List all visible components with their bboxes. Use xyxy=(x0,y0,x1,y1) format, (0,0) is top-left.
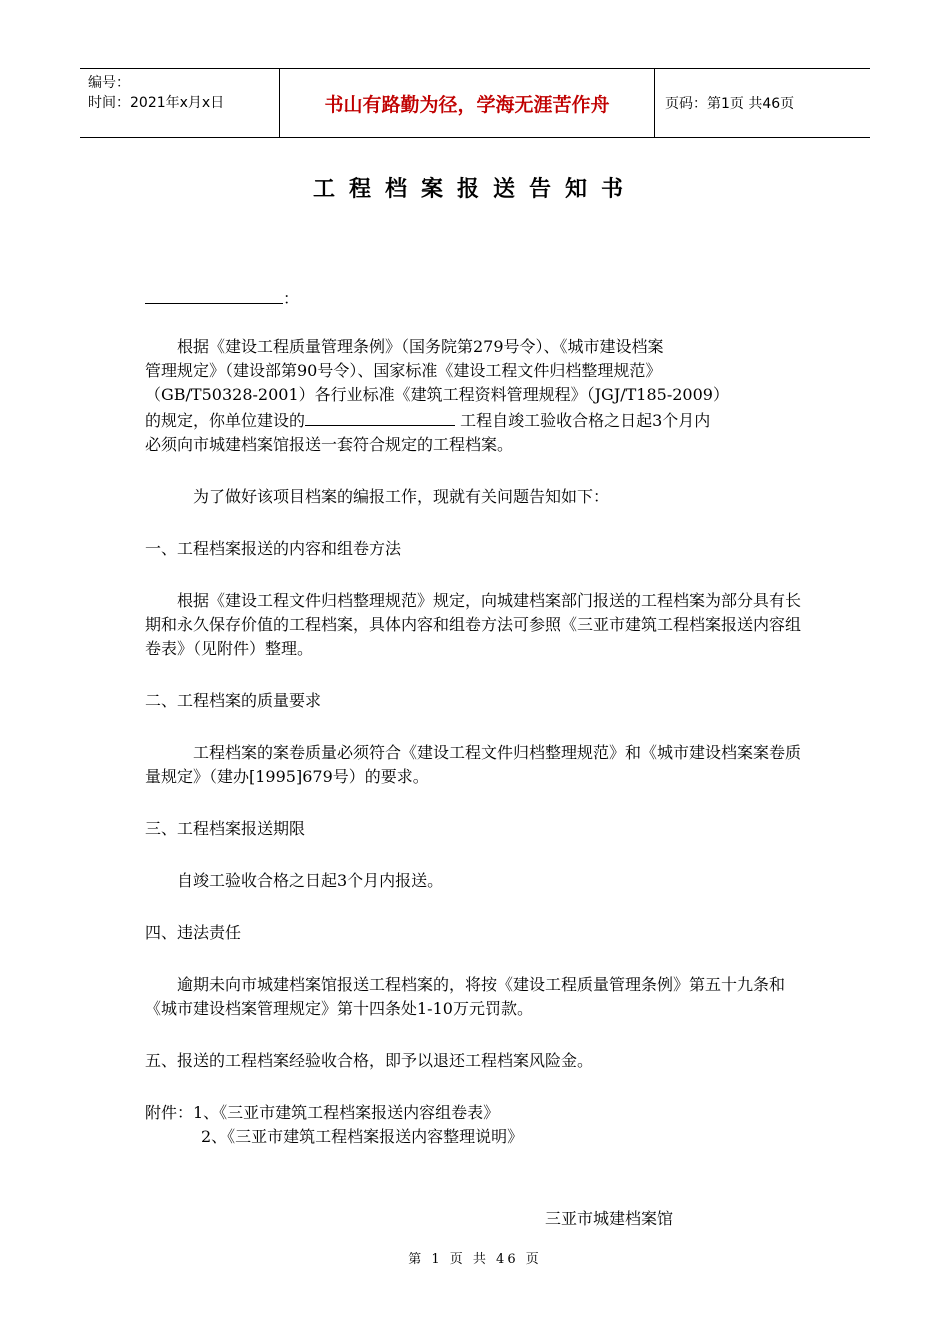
section-4-heading: 四、违法责任 xyxy=(145,923,242,942)
addressee-colon: ： xyxy=(283,289,300,308)
document-body xyxy=(145,285,810,1149)
section-4-body: 逾期未向市城建档案馆报送工程档案的，将按《建设工程质量管理条例》第五十九条和《城市建设档案管理规定》第十四条处1-10万元罚款。 xyxy=(145,975,786,1018)
attachment-line-1: 附件：1、《三亚市建筑工程档案报送内容组卷表》 xyxy=(145,1103,500,1122)
page-footer: 第 1 页 共 46 页 xyxy=(408,1252,542,1267)
header-page-info: 页码：第1页 共46页 xyxy=(665,96,795,112)
intro-line-2: 管理规定》（建设部第90号令）、国家标准《建设工程文件归档整理规范》 xyxy=(145,361,662,380)
intro-line-4 xyxy=(145,407,810,433)
header-table xyxy=(80,68,870,138)
attachment-line-2: 2、《三亚市建筑工程档案报送内容整理说明》 xyxy=(201,1127,524,1146)
intro-paragraph xyxy=(145,335,810,457)
section-1-heading: 一、工程档案报送的内容和组卷方法 xyxy=(145,539,402,558)
signature: 三亚市城建档案馆 xyxy=(545,1209,674,1228)
intro-line-3: （GB/T50328-2001）各行业标准《建筑工程资料管理规程》（JGJ/T185-2009） xyxy=(145,385,729,404)
intro-line-4-before: 的规定，你单位建设的 xyxy=(145,411,306,430)
addressee-line xyxy=(145,285,810,309)
header-motto: 书山有路勤为径，学海无涯苦作舟 xyxy=(280,69,655,137)
section-2-heading: 二、工程档案的质量要求 xyxy=(145,691,322,710)
document-title: 工程档案报送告知书 xyxy=(312,177,637,202)
intro-line-5: 必须向市城建档案馆报送一套符合规定的工程档案。 xyxy=(145,435,514,454)
addressee-blank xyxy=(145,285,283,304)
intro-line-4-after: 工程自竣工验收合格之日起3个月内 xyxy=(455,411,711,430)
section-3-heading: 三、工程档案报送期限 xyxy=(145,819,306,838)
section-1-body: 根据《建设工程文件归档整理规范》规定，向城建档案部门报送的工程档案为部分具有长期和永久保存价值的工程档案，具体内容和组卷方法可参照《三亚市建筑工程档案报送内容组卷表》（见附件）整理。 xyxy=(145,591,802,658)
section-5-heading: 五、报送的工程档案经验收合格，即予以退还工程档案风险金。 xyxy=(145,1051,594,1070)
section-3-body: 自竣工验收合格之日起3个月内报送。 xyxy=(177,871,444,890)
notice-intro: 为了做好该项目档案的编报工作，现就有关问题告知如下： xyxy=(193,487,610,506)
intro-line-1: 根据《建设工程质量管理条例》（国务院第279号令）、《城市建设档案 xyxy=(177,337,664,356)
document-time-label: 时间：2021年x月x日 xyxy=(88,95,225,111)
header-left-cell xyxy=(80,69,280,137)
project-name-blank xyxy=(305,407,455,426)
section-2-body: 工程档案的案卷质量必须符合《建设工程文件归档整理规范》和《城市建设档案案卷质量规定》（建办[1995]679号）的要求。 xyxy=(145,743,802,786)
document-number-label: 编号： xyxy=(88,75,130,91)
